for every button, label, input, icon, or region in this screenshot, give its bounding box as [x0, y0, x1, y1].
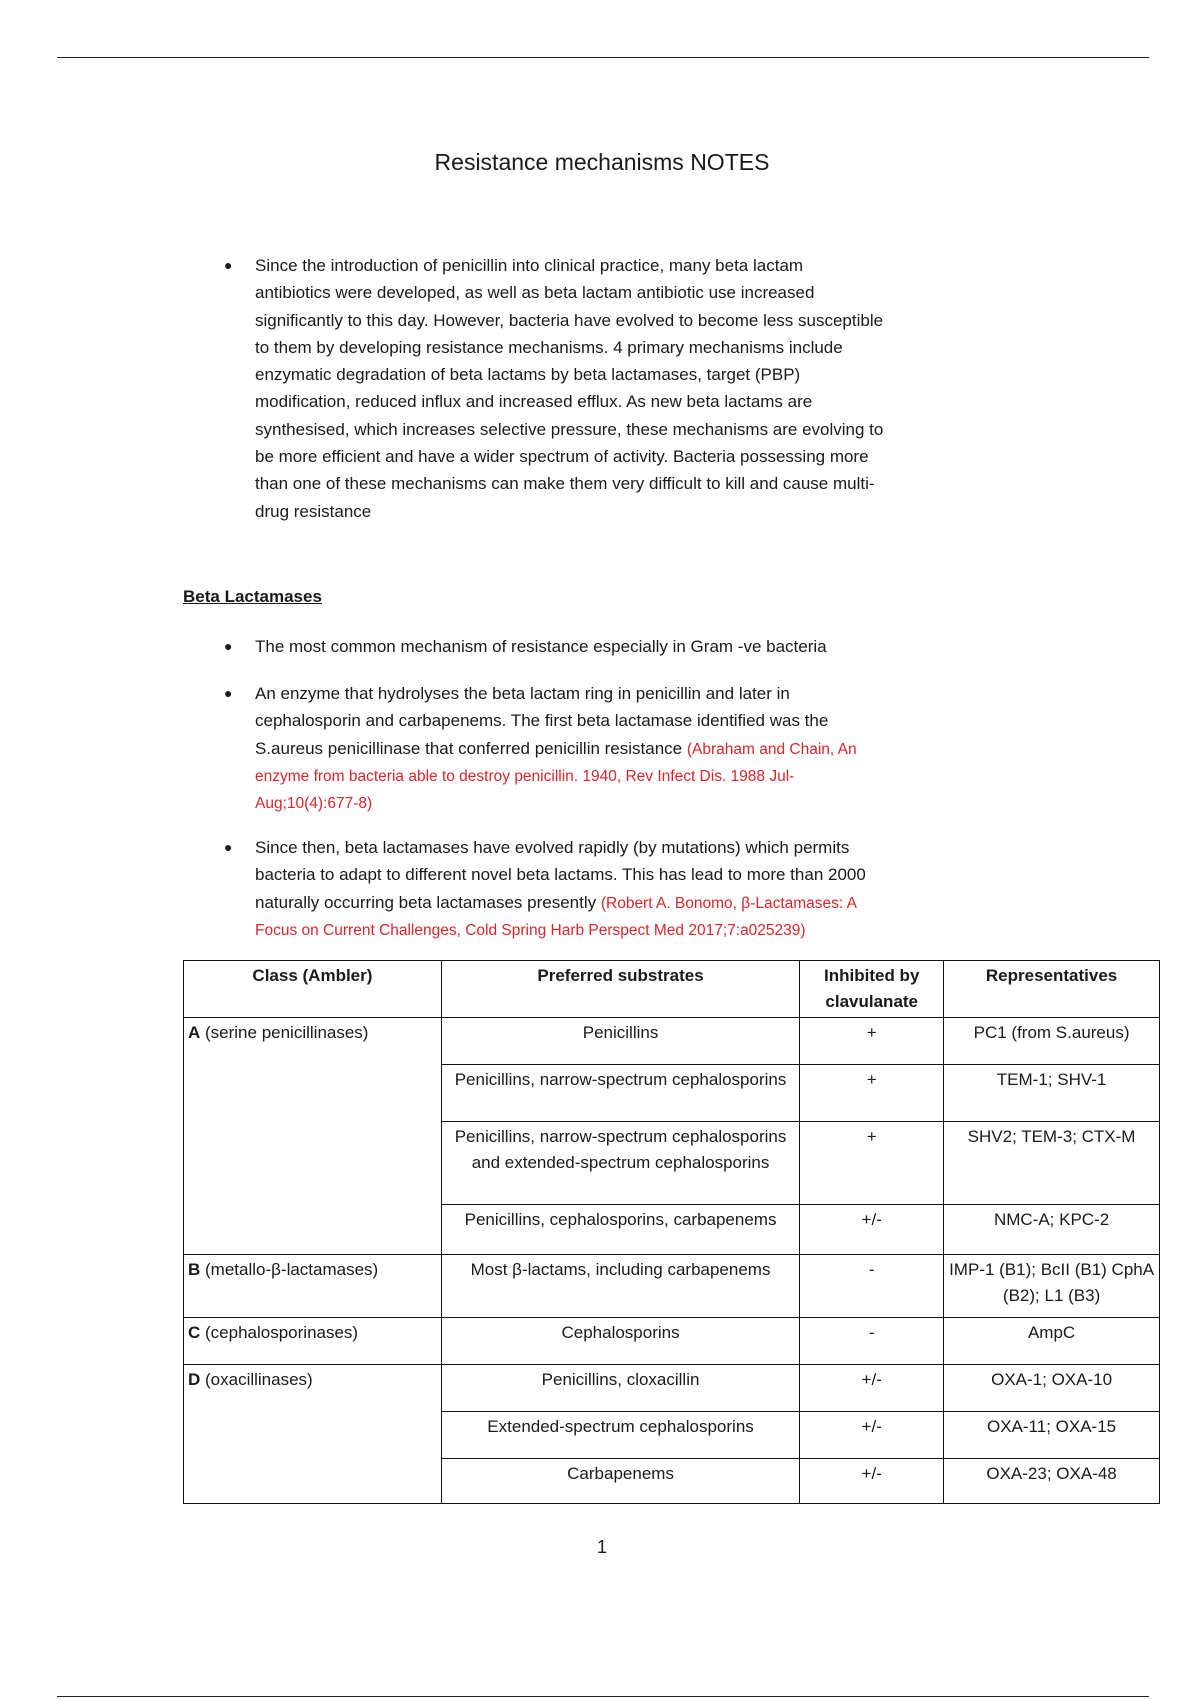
table-row [184, 1018, 1160, 1065]
citation: (Abraham and Chain, An [686, 740, 857, 758]
representatives-cell: OXA-11; OXA-15 [944, 1412, 1160, 1459]
intro-text-line: synthesised, which increases selective pressure, these mechanisms are evolving to [255, 419, 884, 439]
column-header: Representatives [944, 961, 1160, 1018]
substrates-cell: Most β-lactams, including carbapenems [441, 1255, 799, 1318]
bullet-text: cephalosporin and carbapenems. The first beta lactamase identified was the [255, 711, 829, 731]
substrates-cell: Penicillins, narrow-spectrum cephalosporins and extended-spectrum cephalosporins [441, 1122, 799, 1205]
class-cell [184, 1365, 442, 1504]
intro-text-line: Since the introduction of penicillin into clinical practice, many beta lactam [255, 256, 804, 275]
intro-text-line: antibiotics were developed, as well as beta lactam antibiotic use increased [255, 283, 815, 303]
page-number: 1 [596, 1537, 607, 1557]
intro-text-line: than one of these mechanisms can make them very difficult to kill and cause multi- [255, 474, 875, 494]
bullet-text: naturally occurring beta lactamases presently [255, 892, 601, 912]
class-letter: A [188, 1023, 201, 1042]
column-header: Class (Ambler) [184, 961, 442, 1018]
inhibited-cell: - [800, 1318, 944, 1365]
class-letter: D [188, 1370, 201, 1389]
bullet-text: The most common mechanism of resistance especially in Gram -ve bacteria [255, 637, 827, 656]
class-cell [184, 1255, 442, 1318]
class-cell [184, 1318, 442, 1365]
inhibited-cell: +/- [800, 1365, 944, 1412]
substrates-cell: Penicillins, narrow-spectrum cephalosporins [441, 1065, 799, 1122]
table-row [184, 1365, 1160, 1412]
table-header-row [184, 961, 1160, 1018]
representatives-cell: OXA-23; OXA-48 [944, 1459, 1160, 1504]
top-rule [57, 57, 1149, 58]
intro-text-line: to them by developing resistance mechanisms. 4 primary mechanisms include [255, 337, 843, 357]
bullet-icon: ● [224, 839, 233, 855]
inhibited-cell: + [800, 1065, 944, 1122]
inhibited-cell: +/- [800, 1205, 944, 1255]
column-header: Inhibited by clavulanate [800, 961, 944, 1018]
column-header: Preferred substrates [441, 961, 799, 1018]
inhibited-cell: +/- [800, 1459, 944, 1504]
bullet-icon: ● [224, 638, 233, 654]
representatives-cell: IMP-1 (B1); BcII (B1) CphA (B2); L1 (B3) [944, 1255, 1160, 1318]
bullet-text: An enzyme that hydrolyses the beta lactam ring in penicillin and later in [255, 684, 790, 703]
inhibited-cell: + [800, 1018, 944, 1065]
intro-text-line: drug resistance [255, 501, 372, 521]
representatives-cell: AmpC [944, 1318, 1160, 1365]
class-name: (serine penicillinases) [200, 1023, 369, 1042]
substrates-cell: Carbapenems [441, 1459, 799, 1504]
class-name: (oxacillinases) [200, 1370, 313, 1389]
class-letter: B [188, 1260, 201, 1279]
bullet-text: Since then, beta lactamases have evolved rapidly (by mutations) which permits [255, 838, 850, 857]
representatives-cell: NMC-A; KPC-2 [944, 1205, 1160, 1255]
representatives-cell: PC1 (from S.aureus) [944, 1018, 1160, 1065]
substrates-cell: Extended-spectrum cephalosporins [441, 1412, 799, 1459]
beta-lactamase-table [183, 960, 1160, 1504]
intro-text-line: enzymatic degradation of beta lactams by beta lactamases, target (PBP) [255, 365, 801, 385]
class-name: (cephalosporinases) [200, 1323, 359, 1342]
table-row [184, 1255, 1160, 1318]
class-letter: C [188, 1323, 201, 1342]
bullet-icon: ● [224, 685, 233, 701]
class-name: (metallo-β-lactamases) [200, 1260, 379, 1279]
intro-text-line: modification, reduced influx and increased efflux. As new beta lactams are [255, 392, 813, 412]
bottom-rule [57, 1696, 1149, 1697]
intro-text-line: be more efficient and have a wider spectrum of activity. Bacteria possessing more [255, 447, 869, 467]
citation: Aug;10(4):677-8) [255, 795, 373, 813]
citation: (Robert A. Bonomo, β-Lactamases: A [600, 894, 858, 912]
substrates-cell: Cephalosporins [441, 1318, 799, 1365]
representatives-cell: TEM-1; SHV-1 [944, 1065, 1160, 1122]
citation: enzyme from bacteria able to destroy penicillin. 1940, Rev Infect Dis. 1988 Jul- [255, 767, 795, 785]
substrates-cell: Penicillins, cephalosporins, carbapenems [441, 1205, 799, 1255]
table-row [184, 1318, 1160, 1365]
inhibited-cell: +/- [800, 1412, 944, 1459]
intro-text-line: significantly to this day. However, bacteria have evolved to become less susceptible [255, 310, 884, 330]
substrates-cell: Penicillins [441, 1018, 799, 1065]
bullet-text: bacteria to adapt to different novel beta lactams. This has lead to more than 2000 [255, 865, 866, 885]
inhibited-cell: + [800, 1122, 944, 1205]
representatives-cell: OXA-1; OXA-10 [944, 1365, 1160, 1412]
intro-text [255, 252, 883, 525]
section-heading: Beta Lactamases [183, 587, 322, 606]
representatives-cell: SHV2; TEM-3; CTX-M [944, 1122, 1160, 1205]
class-cell [184, 1018, 442, 1255]
bullet-icon: ● [224, 257, 233, 273]
inhibited-cell: - [800, 1255, 944, 1318]
bullet-text: S.aureus penicillinase that conferred penicillin resistance [255, 738, 687, 758]
citation: Focus on Current Challenges, Cold Spring Harb Perspect Med 2017;7:a025239) [255, 921, 806, 939]
page-title: Resistance mechanisms NOTES [434, 149, 770, 175]
substrates-cell: Penicillins, cloxacillin [441, 1365, 799, 1412]
